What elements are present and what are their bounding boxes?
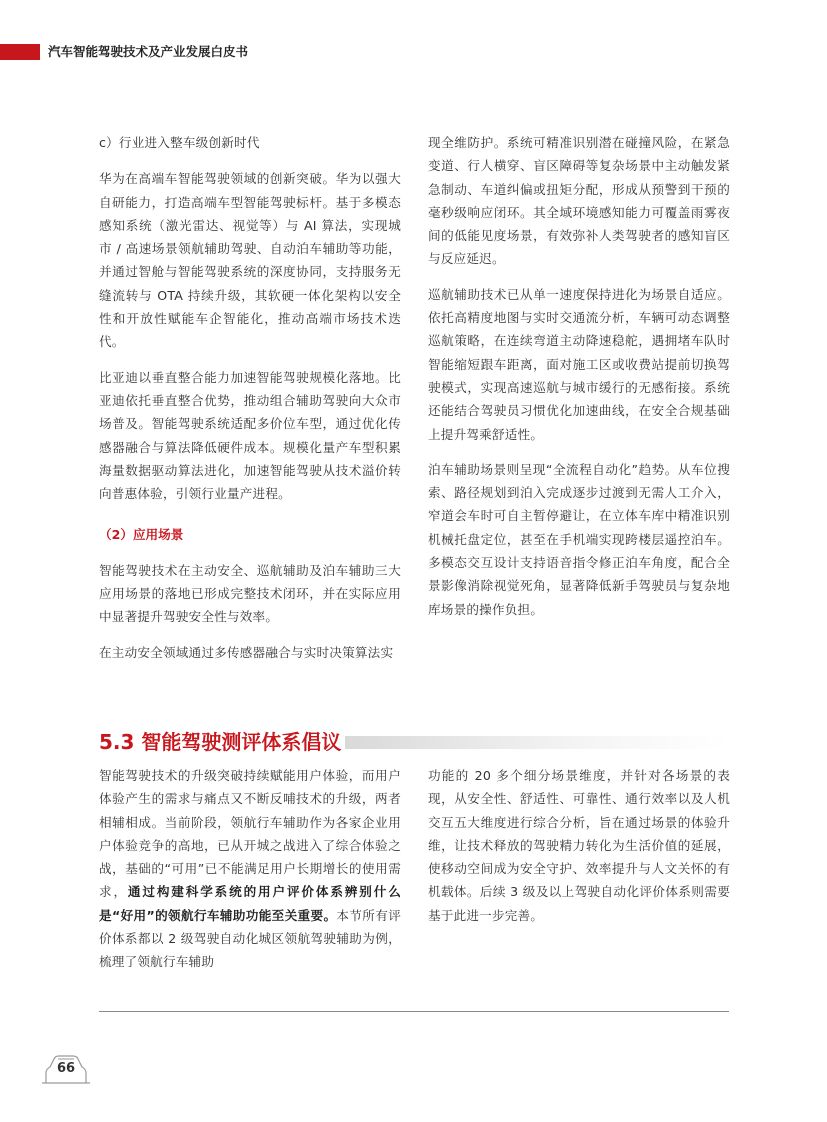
section-heading-bar bbox=[345, 736, 729, 749]
footer-divider bbox=[99, 1011, 729, 1012]
right-column-bottom bbox=[428, 764, 730, 939]
paragraph-huawei: 华为在高端车智能驾驶领域的创新突破。华为以强大自研能力，打造高端车型智能驾驶标杆。基于多模态感知系统（激光雷达、视觉等）与 AI 算法，实现城市 / 高速场景领航辅助驾驶、自动泊车辅助等功能，并通过智舱与智能驾驶系统的深度协同，支持服务无缝流转与 OTA 持续升级，其软硬一体化架构以安全性和开放性赋能车企智能化，推动高端市场技术迭代。 bbox=[99, 171, 401, 350]
paragraph-evaluation-text-a: 智能驾驶技术的升级突破持续赋能用户体验，而用户体验产生的需求与痛点又不断反哺技术的升级，两者相辅相成。当前阶段，领航行车辅助作为各家企业用户体验竞争的高地，已从开城之战进入了综合体验之战，基础的“可用”已不能满足用户长期增长的使用需求， bbox=[99, 768, 401, 900]
paragraph-evaluation-cont: 功能的 20 多个细分场景维度，并针对各场景的表现，从安全性、舒适性、可靠性、通行效率以及人机交互五大维度进行综合分析，旨在通过场景的体验升维，让技术释放的驾驶精力转化为生活价值的延展，使移动空间成为安全守护、效率提升与人文关怀的有机载体。后续 3 级及以上驾驶自动化评价体系则需要基于此进一步完善。 bbox=[428, 768, 730, 923]
header-accent-bar bbox=[0, 44, 40, 60]
paragraph-cruise-assist: 巡航辅助技术已从单一速度保持进化为场景自适应。依托高精度地图与实时交通流分析，车辆可动态调整巡航策略，在连续弯道主动降速稳舵，遇拥堵车队时智能缩短跟车距离，面对施工区或收费站提前切换驾驶模式，实现高速巡航与城市缓行的无感衔接。系统还能结合驾驶员习惯优化加速曲线，在安全合规基础上提升驾乘舒适性。 bbox=[428, 286, 730, 442]
paragraph-parking-assist: 泊车辅助场景则呈现“全流程自动化”趋势。从车位搜索、路径规划到泊入完成逐步过渡到无需人工介入，窄道会车时可自主暂停避让，在立体车库中精准识别机械托盘定位，甚至在手机端实现跨楼层遥控泊车。多模态交互设计支持语音指令修正泊车角度，配合全景影像消除视觉死角，显著降低新手驾驶员与复杂地库场景的操作负担。 bbox=[428, 461, 730, 617]
section-heading: 5.3 智能驾驶测评体系倡议 bbox=[99, 730, 342, 754]
page-number-badge bbox=[40, 1053, 92, 1085]
application-scenarios-heading: （2）应用场景 bbox=[99, 527, 184, 543]
document-title: 汽车智能驾驶技术及产业发展白皮书 bbox=[48, 44, 249, 59]
paragraph-scenarios-intro: 智能驾驶技术在主动安全、巡航辅助及泊车辅助三大应用场景的落地已形成完整技术闭环，并在实际应用中显著提升驾驶安全性与效率。 bbox=[99, 562, 401, 625]
page-number: 66 bbox=[56, 1061, 76, 1076]
right-column-top bbox=[428, 131, 730, 633]
subsection-label: c）行业进入整车级创新时代 bbox=[99, 135, 260, 150]
paragraph-evaluation-text-b: 本节所有评价体系都以 2 级驾驶自动化城区领航驾驶辅助为例，梳理了领航行车辅助 bbox=[99, 907, 401, 970]
paragraph-active-safety-start: 在主动安全领域通过多传感器融合与实时决策算法实 bbox=[99, 644, 394, 660]
left-column-bottom bbox=[99, 764, 401, 986]
left-column-top bbox=[99, 131, 401, 676]
paragraph-evaluation-bold: 通过构建科学系统的用户评价体系辨别什么是“好用”的领航行车辅助功能至关重要。 bbox=[99, 884, 401, 923]
paragraph-evaluation-intro bbox=[99, 764, 401, 974]
paragraph-active-safety-cont: 现全维防护。系统可精准识别潜在碰撞风险，在紧急变道、行人横穿、盲区障碍等复杂场景中主动触发紧急制动、车道纠偏或扭矩分配，形成从预警到干预的毫秒级响应闭环。其全域环境感知能力可覆盖雨雾夜间的低能见度场景，有效弥补人类驾驶者的感知盲区与反应延迟。 bbox=[428, 135, 730, 267]
paragraph-byd: 比亚迪以垂直整合能力加速智能驾驶规模化落地。比亚迪依托垂直整合优势，推动组合辅助驾驶向大众市场普及。智能驾驶系统适配多价位车型，通过优化传感器融合与算法降低硬件成本。规模化量产车型积累海量数据驱动算法进化，加速智能驾驶从技术溢价转向普惠体验，引领行业量产进程。 bbox=[99, 369, 401, 502]
